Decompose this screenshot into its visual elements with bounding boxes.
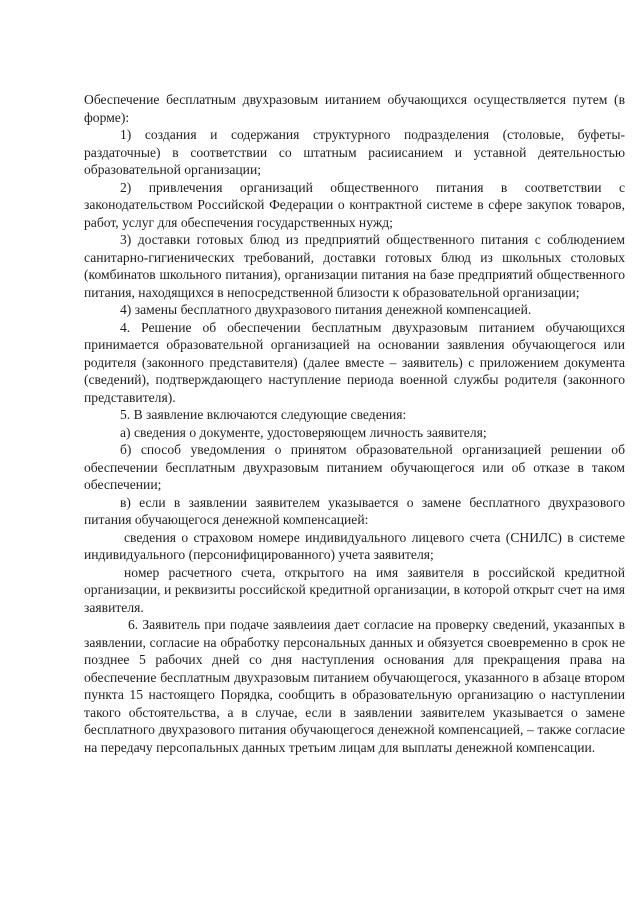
paragraph-sub-v: в) если в заявлении заявителем указывается о замене бесплатного двухразового питания обучающегося денежной компенсацией:	[84, 494, 625, 527]
paragraph-section-5: 5. В заявление включаются следующие сведения:	[120, 407, 407, 422]
paragraph-item-3: 3) доставки готовых блюд из предприятий общественного питания с соблюдением санитарно-гигиенических требований, доставки готовых блюд из школьных столовых (комбинатов школьного питания), организации питания на базе предприятий общественного питания, находящихся в непосредственной близости к образовательной организации;	[84, 232, 625, 300]
paragraph-item-4: 4) замены бесплатного двухразового питания денежной компенсацией.	[120, 302, 532, 317]
document-body	[84, 91, 625, 756]
paragraph-section-4: 4. Решение об обеспечении бесплатным двухразовым питанием обучающихся принимается образовательной организацией на основании заявления обучающегося или родителя (законного представителя) (далее вместе – заявитель) с приложением документа (сведений), подтверждающего наступление периода военной службы родителя (законного представителя).	[84, 319, 625, 405]
paragraph-snils: сведения о страховом номере индивидуального лицевого счета (СНИЛС) в системе индивидуального (персонифицированного) учета заявителя;	[84, 529, 625, 562]
paragraph-item-2: 2) привлечения организаций общественного питания в соответствии с законодательством Российской Федерации о контрактной системе в сфере закупок товаров, работ, услуг для обеспечения государственных нужд;	[84, 179, 625, 230]
paragraph-section-6: 6. Заявитель при подаче заявлеиия дает согласие на проверку сведений, указанпых в заявлении, согласие на обработку персональных данных и обязуется своевременно в срок не позднее 5 рабочих дней со дня наступления основания для прекращения права на обеспечение бесплатным двухразовым питанием обучающегося, указанного в абзаце втором пункта 15 настоящего Порядка, сообщить в образовательную организацию о наступлении такого обстоятельства, а в случае, если в заявлении заявителем указывается о замене бесплатного двухразового питания обучающегося денежной компенсацией, – также согласие на передачу персопальных данных третьим лицам для выплаты денежной компенсации.	[84, 617, 625, 755]
paragraph-sub-b: б) способ уведомления о принятом образовательной организацией решении об обеспечении бесплатным двухразовым питанием обучающегося или об отказе в таком обеспечении;	[84, 442, 625, 492]
paragraph-item-1: 1) создания и содержания структурного подразделения (столовые, буфеты-раздаточные) в соответствии со штатным расиисанием и уставной деятельностью образовательной организации;	[84, 127, 625, 177]
paragraph-intro: Обеспечение бесплатным двухразовым иитанием обучающихся осуществляется путем (в форме):	[84, 92, 625, 125]
paragraph-sub-a: а) сведения о документе, удостоверяющем личность заявителя;	[120, 424, 487, 440]
paragraph-account: номер расчетного счета, открытого на имя заявителя в российской кредитной организации, и реквизиты российской кредитной организации, в которой открыт счет на имя заявителя.	[84, 564, 625, 615]
